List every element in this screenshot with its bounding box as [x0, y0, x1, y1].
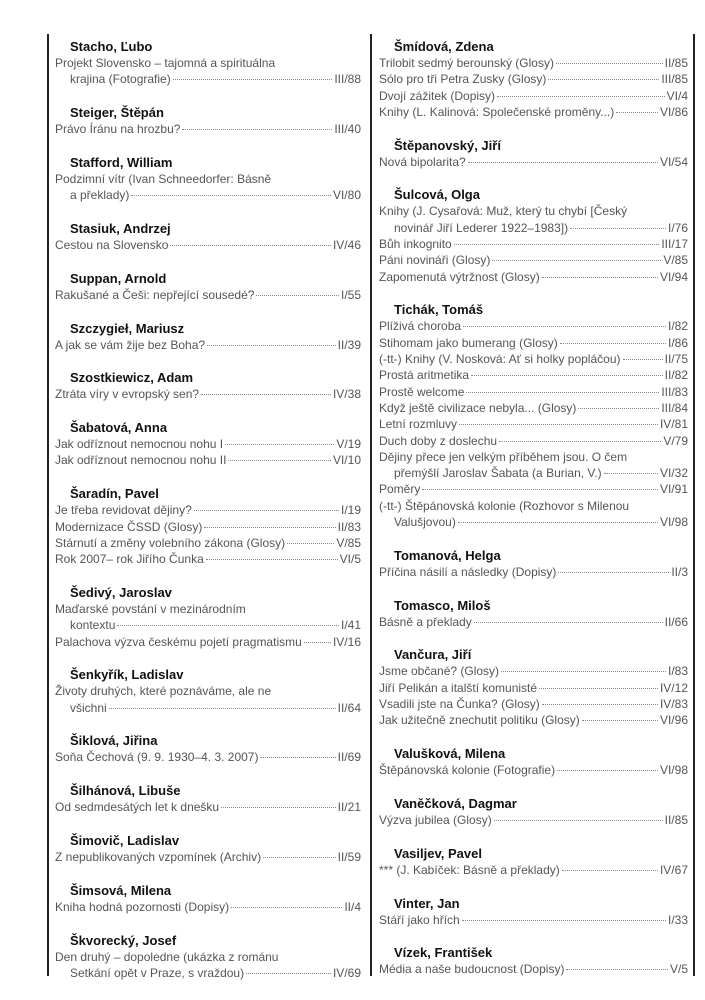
dot-leader [463, 326, 666, 327]
page-reference: II/4 [344, 899, 361, 914]
index-entry [379, 104, 688, 120]
index-entry [55, 965, 361, 981]
dot-leader [497, 96, 665, 97]
author-entry [379, 186, 688, 284]
page-reference: II/66 [664, 614, 688, 629]
entry-title-continuation: kontextu [70, 618, 116, 633]
page-reference: I/76 [667, 220, 688, 235]
author-entry [379, 38, 688, 120]
page-reference: IV/16 [332, 634, 361, 649]
author-name: Steiger, Štěpán [70, 105, 164, 121]
author-entry [55, 666, 361, 716]
entry-title: Stihomam jako bumerang (Glosy) [379, 335, 558, 350]
page-reference: VI/98 [659, 515, 688, 530]
dot-leader [471, 375, 663, 376]
page-reference: II/39 [337, 337, 361, 352]
page-reference: I/55 [340, 287, 361, 302]
entry-title: Jak odříznout nemocnou nohu I [55, 437, 224, 452]
entry-title: Dvojí zážitek (Dopisy) [379, 88, 496, 103]
entry-title-continuation: přemýšlí Jaroslav Šabata (a Burian, V.) [394, 466, 602, 481]
dot-leader [422, 489, 658, 490]
dot-leader [542, 277, 658, 278]
page-reference: VI/80 [332, 188, 361, 203]
entry-title: Právo Íránu na hrozbu? [55, 122, 181, 137]
index-entry [55, 187, 361, 203]
page-reference: I/82 [667, 319, 688, 334]
dot-leader [558, 572, 669, 573]
index-entry [55, 386, 361, 402]
dot-leader [228, 460, 331, 461]
page-reference: II/82 [664, 368, 688, 383]
author-name: Šimovič, Ladislav [70, 833, 180, 849]
author-entry [379, 845, 688, 878]
index-entry [379, 71, 688, 87]
page-reference: VI/32 [659, 466, 688, 481]
index-entry [379, 696, 688, 712]
index-entry [379, 220, 688, 236]
dot-leader [494, 820, 663, 821]
entry-title-continuation: Setkání opět v Praze, s vraždou) [70, 965, 245, 980]
entry-title: Letní rozmluvy [379, 417, 458, 432]
index-entry [379, 400, 688, 416]
dot-leader [623, 359, 663, 360]
author-name: Šmídová, Zdena [394, 39, 494, 54]
author-entry [55, 154, 361, 204]
index-entry [55, 617, 361, 633]
author-name: Stasiuk, Andrzej [70, 220, 171, 236]
dot-leader [604, 473, 658, 474]
dot-leader [562, 870, 658, 871]
index-entry [379, 318, 688, 334]
index-entry [379, 812, 688, 828]
page-reference: III/40 [334, 122, 361, 137]
author-entry [379, 597, 688, 630]
page-reference: VI/86 [659, 104, 688, 119]
index-column-left [55, 38, 361, 998]
entry-title: (-tt-) Štěpánovská kolonie (Rozhovor s Milenou [379, 498, 630, 513]
index-entry [55, 71, 361, 87]
author-name: Vízek, František [394, 945, 493, 961]
author-name: Valušková, Milena [394, 746, 506, 762]
author-name: Šilhánová, Libuše [70, 783, 181, 799]
dot-leader [499, 441, 661, 442]
author-name: Szostkiewicz, Adam [70, 370, 194, 386]
index-entry [55, 237, 361, 253]
entry-title: Ztráta víry v evropský sen? [55, 387, 200, 402]
dot-leader [570, 228, 666, 229]
entry-title-continuation: novinář Jiří Lederer 1922–1983]) [394, 220, 569, 235]
author-entry [55, 419, 361, 469]
dot-leader [207, 345, 336, 346]
author-entry [55, 220, 361, 253]
dot-leader [466, 392, 659, 393]
author-name: Vaněčková, Dagmar [394, 795, 517, 811]
entry-title: Výzva jubilea (Glosy) [379, 812, 492, 827]
page-reference: V/19 [336, 437, 361, 452]
page-reference: VI/98 [659, 763, 688, 778]
author-name: Vinter, Jan [394, 895, 460, 911]
page-reference: II/69 [337, 750, 361, 765]
entry-title-continuation: krajina (Fotografie) [70, 72, 171, 87]
dot-leader [557, 770, 658, 771]
index-entry [55, 634, 361, 650]
page-reference: V/79 [663, 433, 688, 448]
page-reference: II/85 [664, 812, 688, 827]
index-entry [55, 799, 361, 815]
dot-leader [287, 543, 334, 544]
page-reference: II/83 [337, 519, 361, 534]
index-entry [379, 564, 688, 580]
index-entry [379, 862, 688, 878]
dot-leader [231, 907, 342, 908]
dot-leader [548, 79, 659, 80]
entry-title: Stárnutí a změny volebního zákona (Glosy) [55, 535, 286, 550]
entry-title: Prostě welcome [379, 384, 465, 399]
author-entry [379, 547, 688, 580]
author-entry [55, 485, 361, 567]
page-reference: II/75 [664, 352, 688, 367]
index-entry [379, 252, 688, 268]
author-name: Tomanová, Helga [394, 547, 501, 563]
entry-title: Příčina násilí a následky (Dopisy) [379, 564, 557, 579]
index-entry [379, 416, 688, 432]
entry-title: Jak užitečně znechutit politiku (Glosy) [379, 713, 580, 728]
author-entry [379, 301, 688, 530]
dot-leader [582, 720, 658, 721]
index-entry [379, 269, 688, 285]
page-reference: VI/96 [659, 713, 688, 728]
entry-title-continuation: Valušjovou) [394, 515, 456, 530]
dot-leader [256, 295, 339, 296]
entry-title-continuation: a překlady) [70, 188, 130, 203]
page-reference: I/86 [667, 335, 688, 350]
author-entry [55, 782, 361, 815]
page-reference: IV/81 [659, 417, 688, 432]
index-entry [379, 614, 688, 630]
author-name: Šabatová, Anna [70, 420, 168, 436]
author-name: Vančura, Jiří [394, 647, 472, 663]
entry-title: Jiří Pelikán a italští komunisté [379, 680, 538, 695]
author-name: Štěpanovský, Jiří [394, 137, 501, 153]
index-entry [55, 535, 361, 551]
author-name: Šedivý, Jaroslav [70, 584, 172, 600]
page-reference: III/83 [661, 384, 688, 399]
page-reference: II/64 [337, 700, 361, 715]
index-entry [55, 899, 361, 915]
left-rule [47, 34, 49, 976]
page-reference: II/85 [664, 56, 688, 70]
entry-title: Modernizace ČSSD (Glosy) [55, 519, 203, 534]
index-entry [55, 337, 361, 353]
index-entry [379, 465, 688, 481]
entry-title: Když ještě civilizace nebyla... (Glosy) [379, 400, 577, 415]
index-entry [379, 712, 688, 728]
dot-leader [182, 129, 332, 130]
entry-title: Vsadili jste na Čunka? (Glosy) [379, 697, 540, 712]
page-reference: II/21 [337, 800, 361, 815]
author-name: Škvorecký, Josef [70, 932, 177, 948]
index-entry [55, 551, 361, 567]
entry-title: Palachova výzva českému pojetí pragmatismu [55, 634, 302, 649]
author-entry [379, 795, 688, 828]
index-entry [379, 762, 688, 778]
entry-title: *** (J. Kabíček: Básně a překlady) [379, 862, 560, 877]
index-entry [379, 351, 688, 367]
index-entry [379, 367, 688, 383]
dot-leader [560, 343, 666, 344]
page-reference: II/3 [671, 564, 688, 579]
page-reference: I/33 [667, 912, 688, 927]
entry-title: Projekt Slovensko – tajomná a spirituálna [55, 56, 276, 70]
center-rule [370, 34, 372, 976]
index-column-right [379, 38, 688, 994]
index-entry [379, 433, 688, 449]
entry-title: Podzimní vítr (Ivan Schneedorfer: Básně [55, 171, 272, 186]
page-reference: VI/91 [659, 482, 688, 497]
entry-title: Jsme občané? (Glosy) [379, 664, 500, 679]
page-reference: IV/69 [332, 965, 361, 980]
author-name: Šiklová, Jiřina [70, 733, 158, 749]
page-reference: III/17 [661, 237, 688, 252]
author-name: Tomasco, Miloš [394, 597, 491, 613]
author-entry [55, 38, 361, 88]
index-entry [379, 514, 688, 530]
author-entry [379, 137, 688, 170]
dot-leader [566, 969, 668, 970]
dot-leader [458, 522, 658, 523]
entry-title: Maďarské povstání v mezinárodním [55, 601, 246, 616]
page-reference: VI/54 [659, 154, 688, 169]
author-entry [55, 320, 361, 353]
author-entry [379, 646, 688, 728]
page-reference: III/88 [334, 72, 361, 87]
entry-title: Páni novináři (Glosy) [379, 253, 491, 268]
author-name: Šaradín, Pavel [70, 486, 159, 502]
page-reference: VI/5 [339, 552, 361, 567]
dot-leader [454, 244, 660, 245]
page-reference: VI/4 [666, 88, 688, 103]
dot-leader [246, 973, 331, 974]
index-entry [55, 436, 361, 452]
dot-leader [204, 527, 335, 528]
entry-title: Je třeba revidovat dějiny? [55, 503, 192, 518]
author-name: Vasiljev, Pavel [394, 845, 482, 861]
index-entry [55, 121, 361, 137]
page-reference: III/84 [661, 400, 688, 415]
dot-leader [578, 408, 659, 409]
author-name: Šulcová, Olga [394, 187, 480, 203]
index-entry [55, 287, 361, 303]
author-entry [55, 584, 361, 650]
dot-leader [117, 625, 339, 626]
entry-title: Rok 2007– rok Jiřího Čunka [55, 552, 204, 567]
page-reference: I/41 [340, 618, 361, 633]
dot-leader [492, 260, 661, 261]
entry-title: Kniha hodná pozornosti (Dopisy) [55, 899, 230, 914]
entry-title: Prostá aritmetika [379, 368, 470, 383]
dot-leader [542, 704, 658, 705]
entry-title: Jak odříznout nemocnou nohu II [55, 453, 227, 468]
author-entry [55, 832, 361, 865]
page-reference: I/83 [667, 664, 688, 679]
dot-leader [263, 857, 336, 858]
page-reference: I/19 [340, 503, 361, 518]
entry-title: Den druhý – dopoledne (ukázka z románu [55, 949, 279, 964]
author-entry [55, 732, 361, 765]
index-entry [379, 335, 688, 351]
entry-title: Duch doby z doslechu [379, 433, 498, 448]
index-entry [379, 384, 688, 400]
index-entry [379, 236, 688, 252]
entry-title: Z nepublikovaných vzpomínek (Archiv) [55, 850, 262, 865]
dot-leader [616, 112, 658, 113]
dot-leader [260, 757, 335, 758]
entry-title: Životy druhých, které poznáváme, ale ne [55, 684, 272, 699]
entry-title: Soňa Čechová (9. 9. 1930–4. 3. 2007) [55, 750, 259, 765]
page-reference: IV/12 [659, 680, 688, 695]
index-entry [379, 680, 688, 696]
entry-title: Poměry [379, 482, 421, 497]
author-entry [379, 944, 688, 977]
page-reference: VI/94 [659, 269, 688, 284]
dot-leader [459, 424, 658, 425]
entry-title: Stáří jako hřích [379, 912, 460, 927]
dot-leader [304, 642, 331, 643]
dot-leader [173, 79, 333, 80]
entry-title: Od sedmdesátých let k dnešku [55, 800, 220, 815]
entry-title: Nová bipolarita? [379, 154, 466, 169]
entry-title: Plíživá choroba [379, 319, 462, 334]
author-entry [55, 104, 361, 137]
dot-leader [170, 245, 331, 246]
author-name: Stafford, William [70, 154, 173, 170]
author-name: Szczygieł, Mariusz [70, 320, 185, 336]
author-name: Stacho, Ľubo [70, 39, 153, 54]
index-entry [55, 452, 361, 468]
dot-leader [539, 688, 658, 689]
entry-title: (-tt-) Knihy (V. Nosková: Ať si holky popláčou) [379, 352, 621, 367]
index-entry [55, 519, 361, 535]
index-entry [55, 749, 361, 765]
dot-leader [221, 807, 336, 808]
index-entry [55, 700, 361, 716]
dot-leader [474, 622, 663, 623]
entry-title: Knihy (L. Kalinová: Společenské proměny...) [379, 104, 615, 119]
index-entry [379, 961, 688, 977]
entry-title: Zapomenutá výtržnost (Glosy) [379, 269, 540, 284]
author-entry [55, 270, 361, 303]
page-reference: III/85 [661, 72, 688, 87]
dot-leader [131, 195, 331, 196]
dot-leader [501, 671, 666, 672]
page-reference: V/5 [669, 962, 688, 977]
index-entry [379, 481, 688, 497]
author-name: Tichák, Tomáš [394, 302, 484, 318]
page-reference: II/59 [337, 850, 361, 865]
page-reference: IV/38 [332, 387, 361, 402]
dot-leader [225, 444, 334, 445]
author-entry [379, 745, 688, 778]
entry-title: Dějiny přece jen velkým příběhem jsou. O čem [379, 449, 628, 464]
index-entry [55, 502, 361, 518]
index-entry [379, 88, 688, 104]
page-reference: IV/83 [659, 697, 688, 712]
author-entry [55, 369, 361, 402]
dot-leader [468, 162, 658, 163]
dot-leader [462, 920, 666, 921]
author-name: Suppan, Arnold [70, 270, 167, 286]
page-reference: V/85 [663, 253, 688, 268]
page-reference: IV/67 [659, 862, 688, 877]
index-entry [379, 55, 688, 71]
author-entry [55, 882, 361, 915]
entry-title: Knihy (J. Cysařová: Muž, který tu chybí [Český [379, 204, 628, 219]
index-entry [55, 849, 361, 865]
entry-title: Cestou na Slovensko [55, 237, 169, 252]
page-reference: V/85 [336, 535, 361, 550]
right-rule [693, 34, 695, 976]
entry-title: Média a naše budoucnost (Dopisy) [379, 962, 565, 977]
index-entry [379, 154, 688, 170]
dot-leader [194, 510, 339, 511]
dot-leader [109, 708, 336, 709]
author-entry [55, 932, 361, 982]
entry-title: Štěpánovská kolonie (Fotografie) [379, 763, 556, 778]
entry-title: A jak se vám žije bez Boha? [55, 337, 206, 352]
index-entry [379, 912, 688, 928]
author-entry [379, 895, 688, 928]
dot-leader [556, 63, 663, 64]
dot-leader [206, 559, 338, 560]
dot-leader [201, 394, 331, 395]
entry-title: Sólo pro tři Petra Zusky (Glosy) [379, 72, 547, 87]
page-reference: VI/10 [332, 453, 361, 468]
entry-title-continuation: všichni [70, 700, 107, 715]
entry-title: Bůh inkognito [379, 237, 452, 252]
page-reference: IV/46 [332, 237, 361, 252]
entry-title: Trilobit sedmý berounský (Glosy) [379, 56, 554, 70]
entry-title: Básně a překlady [379, 614, 472, 629]
author-name: Šenkyřík, Ladislav [70, 667, 184, 683]
author-name: Šimsová, Milena [70, 882, 172, 898]
index-entry [379, 663, 688, 679]
entry-title: Rakušané a Češi: nepřející sousedé? [55, 287, 255, 302]
